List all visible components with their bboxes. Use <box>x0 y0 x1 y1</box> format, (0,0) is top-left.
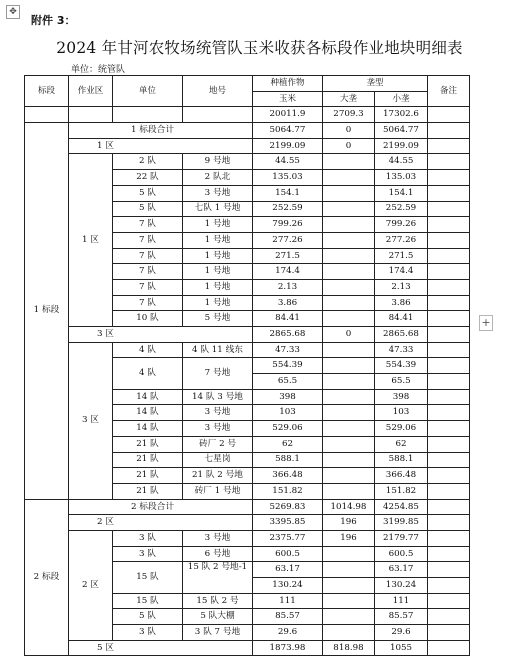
zone-summary-large: 818.98 <box>323 640 375 656</box>
subtotal-row <box>25 123 470 139</box>
total-large: 2709.3 <box>323 107 375 123</box>
zone-summary-row <box>25 640 470 656</box>
unit-cell: 21 队 <box>113 468 183 484</box>
small-cell: 398 <box>375 389 428 405</box>
total-small: 17302.6 <box>375 107 428 123</box>
page-title: 2024 年甘河农牧场统管队玉米收获各标段作业地块明细表 <box>56 39 463 57</box>
subtotal-row <box>25 499 470 515</box>
corn-cell: 151.82 <box>253 483 323 499</box>
unit-cell: 7 队 <box>113 264 183 280</box>
corn-cell: 3.86 <box>253 295 323 311</box>
header-plot: 地号 <box>183 76 253 107</box>
zone-summary-label: 3 区 <box>69 327 253 343</box>
small-cell: 271.5 <box>375 248 428 264</box>
total-row <box>25 107 470 123</box>
small-cell: 47.33 <box>375 342 428 358</box>
small-cell: 135.03 <box>375 170 428 186</box>
corn-cell: 103 <box>253 405 323 421</box>
table-row <box>25 342 470 358</box>
unit-cell: 7 队 <box>113 232 183 248</box>
subtotal-corn: 5269.83 <box>253 499 323 515</box>
corn-cell: 29.6 <box>253 625 323 641</box>
corn-cell: 252.59 <box>253 201 323 217</box>
unit-cell: 4 队 <box>113 358 183 389</box>
unit-cell: 15 队 <box>113 593 183 609</box>
unit-cell: 22 队 <box>113 170 183 186</box>
corn-cell: 2375.77 <box>253 530 323 546</box>
table-body <box>25 76 470 656</box>
zone-summary-large: 0 <box>323 138 375 154</box>
small-cell: 277.26 <box>375 232 428 248</box>
header-corn: 玉米 <box>253 91 323 107</box>
corn-cell: 62 <box>253 436 323 452</box>
corn-cell: 174.4 <box>253 264 323 280</box>
plot-cell: 5 队大棚 <box>183 609 253 625</box>
header-small-ridge: 小垄 <box>375 91 428 107</box>
plot-cell: 3 队 7 号地 <box>183 625 253 641</box>
small-cell: 799.26 <box>375 217 428 233</box>
zone-summary-row <box>25 138 470 154</box>
corn-cell: 84.41 <box>253 311 323 327</box>
corn-cell: 130.24 <box>253 578 323 594</box>
table-row <box>25 154 470 170</box>
corn-cell: 47.33 <box>253 342 323 358</box>
plot-cell: 14 队 3 号地 <box>183 389 253 405</box>
plot-cell: 1 号地 <box>183 232 253 248</box>
corn-cell: 366.48 <box>253 468 323 484</box>
plot-cell: 3 号地 <box>183 405 253 421</box>
subtotal-label: 2 标段合计 <box>69 499 253 515</box>
subtotal-small: 4254.85 <box>375 499 428 515</box>
total-corn: 20011.9 <box>253 107 323 123</box>
plot-cell: 1 号地 <box>183 264 253 280</box>
zone-summary-label: 1 区 <box>69 138 253 154</box>
corn-cell: 271.5 <box>253 248 323 264</box>
plot-cell: 1 号地 <box>183 248 253 264</box>
unit-cell: 5 队 <box>113 609 183 625</box>
attachment-label: 附件 3： <box>31 14 76 27</box>
small-cell: 65.5 <box>375 374 428 390</box>
plot-cell: 3 号地 <box>183 530 253 546</box>
header-large-ridge: 大垄 <box>323 91 375 107</box>
zone-summary-label: 5 区 <box>69 640 253 656</box>
small-cell: 174.4 <box>375 264 428 280</box>
corn-cell: 44.55 <box>253 154 323 170</box>
zone-label: 2 区 <box>69 530 113 640</box>
small-cell: 529.06 <box>375 421 428 437</box>
unit-cell: 14 队 <box>113 421 183 437</box>
small-cell: 600.5 <box>375 546 428 562</box>
zone-summary-large: 0 <box>323 327 375 343</box>
zone-summary-label: 2 区 <box>69 515 253 531</box>
subtotal-corn: 5064.77 <box>253 123 323 139</box>
corn-cell: 398 <box>253 389 323 405</box>
unit-label: 单位：统管队 <box>71 65 126 75</box>
small-cell: 29.6 <box>375 625 428 641</box>
small-cell: 111 <box>375 593 428 609</box>
add-column-plus-icon[interactable]: + <box>479 315 493 331</box>
plot-cell: 15 队 2 号 <box>183 593 253 609</box>
small-cell: 151.82 <box>375 483 428 499</box>
small-cell: 154.1 <box>375 185 428 201</box>
header-ridge-type: 垄型 <box>323 76 428 92</box>
zone-summary-small: 2865.68 <box>375 327 428 343</box>
zone-summary-corn: 2865.68 <box>253 327 323 343</box>
small-cell: 62 <box>375 436 428 452</box>
small-cell: 554.39 <box>375 358 428 374</box>
plot-cell: 七队 1 号地 <box>183 201 253 217</box>
zone-summary-corn: 2199.09 <box>253 138 323 154</box>
detail-table <box>24 75 470 656</box>
plot-cell: 砖厂 2 号 <box>183 436 253 452</box>
plot-cell: 6 号地 <box>183 546 253 562</box>
plot-cell: 砖厂 1 号地 <box>183 483 253 499</box>
zone-summary-row <box>25 515 470 531</box>
unit-cell: 7 队 <box>113 295 183 311</box>
table-move-handle-icon[interactable]: ✥ <box>6 5 20 19</box>
zone-label: 3 区 <box>69 342 113 499</box>
corn-cell: 85.57 <box>253 609 323 625</box>
corn-cell: 799.26 <box>253 217 323 233</box>
header-work-zone: 作业区 <box>69 76 113 107</box>
small-cell: 85.57 <box>375 609 428 625</box>
unit-cell: 4 队 <box>113 342 183 358</box>
unit-cell: 21 队 <box>113 483 183 499</box>
zone-summary-corn: 1873.98 <box>253 640 323 656</box>
corn-cell: 588.1 <box>253 452 323 468</box>
corn-cell: 529.06 <box>253 421 323 437</box>
plot-cell: 3 号地 <box>183 185 253 201</box>
corn-cell: 277.26 <box>253 232 323 248</box>
section-label: 1 标段 <box>25 123 69 500</box>
unit-cell: 14 队 <box>113 389 183 405</box>
corn-cell: 63.17 <box>253 562 323 578</box>
plot-cell: 1 号地 <box>183 217 253 233</box>
large-cell: 196 <box>323 530 375 546</box>
plot-cell: 2 队北 <box>183 170 253 186</box>
plot-cell: 15 队 2 号地-1 <box>183 562 253 593</box>
plot-cell: 4 队 11 线东 <box>183 342 253 358</box>
unit-cell: 7 队 <box>113 279 183 295</box>
plot-cell: 1 号地 <box>183 279 253 295</box>
header-remarks: 备注 <box>428 76 470 107</box>
section-label: 2 标段 <box>25 499 69 656</box>
unit-cell: 7 队 <box>113 217 183 233</box>
header-planted-crop: 种植作物 <box>253 76 323 92</box>
corn-cell: 600.5 <box>253 546 323 562</box>
small-cell: 252.59 <box>375 201 428 217</box>
unit-cell: 14 队 <box>113 405 183 421</box>
corn-cell: 135.03 <box>253 170 323 186</box>
corn-cell: 554.39 <box>253 358 323 374</box>
small-cell: 103 <box>375 405 428 421</box>
zone-label: 1 区 <box>69 154 113 327</box>
header-unit: 单位 <box>113 76 183 107</box>
small-cell: 2179.77 <box>375 530 428 546</box>
table-row <box>25 530 470 546</box>
zone-summary-corn: 3395.85 <box>253 515 323 531</box>
unit-cell: 3 队 <box>113 530 183 546</box>
corn-cell: 65.5 <box>253 374 323 390</box>
small-cell: 44.55 <box>375 154 428 170</box>
small-cell: 3.86 <box>375 295 428 311</box>
header-row <box>25 76 470 92</box>
zone-summary-small: 3199.85 <box>375 515 428 531</box>
unit-cell: 10 队 <box>113 311 183 327</box>
plot-cell: 9 号地 <box>183 154 253 170</box>
small-cell: 84.41 <box>375 311 428 327</box>
small-cell: 130.24 <box>375 578 428 594</box>
unit-cell: 2 队 <box>113 154 183 170</box>
unit-cell: 5 队 <box>113 185 183 201</box>
plot-cell: 21 队 2 号地 <box>183 468 253 484</box>
unit-cell: 21 队 <box>113 452 183 468</box>
subtotal-large: 1014.98 <box>323 499 375 515</box>
corn-cell: 154.1 <box>253 185 323 201</box>
unit-cell: 7 队 <box>113 248 183 264</box>
unit-cell: 3 队 <box>113 546 183 562</box>
plot-cell: 7 号地 <box>183 358 253 389</box>
zone-summary-small: 2199.09 <box>375 138 428 154</box>
zone-summary-small: 1055 <box>375 640 428 656</box>
plot-cell: 1 号地 <box>183 295 253 311</box>
corn-cell: 111 <box>253 593 323 609</box>
plot-cell: 3 号地 <box>183 421 253 437</box>
header-section: 标段 <box>25 76 69 107</box>
unit-cell: 21 队 <box>113 436 183 452</box>
subtotal-label: 1 标段合计 <box>69 123 253 139</box>
subtotal-small: 5064.77 <box>375 123 428 139</box>
unit-cell: 3 队 <box>113 625 183 641</box>
small-cell: 2.13 <box>375 279 428 295</box>
subtotal-large: 0 <box>323 123 375 139</box>
small-cell: 366.48 <box>375 468 428 484</box>
unit-cell: 15 队 <box>113 562 183 593</box>
small-cell: 63.17 <box>375 562 428 578</box>
small-cell: 588.1 <box>375 452 428 468</box>
zone-summary-large: 196 <box>323 515 375 531</box>
corn-cell: 2.13 <box>253 279 323 295</box>
zone-summary-row <box>25 327 470 343</box>
plot-cell: 七星岗 <box>183 452 253 468</box>
plot-cell: 5 号地 <box>183 311 253 327</box>
unit-cell: 5 队 <box>113 201 183 217</box>
